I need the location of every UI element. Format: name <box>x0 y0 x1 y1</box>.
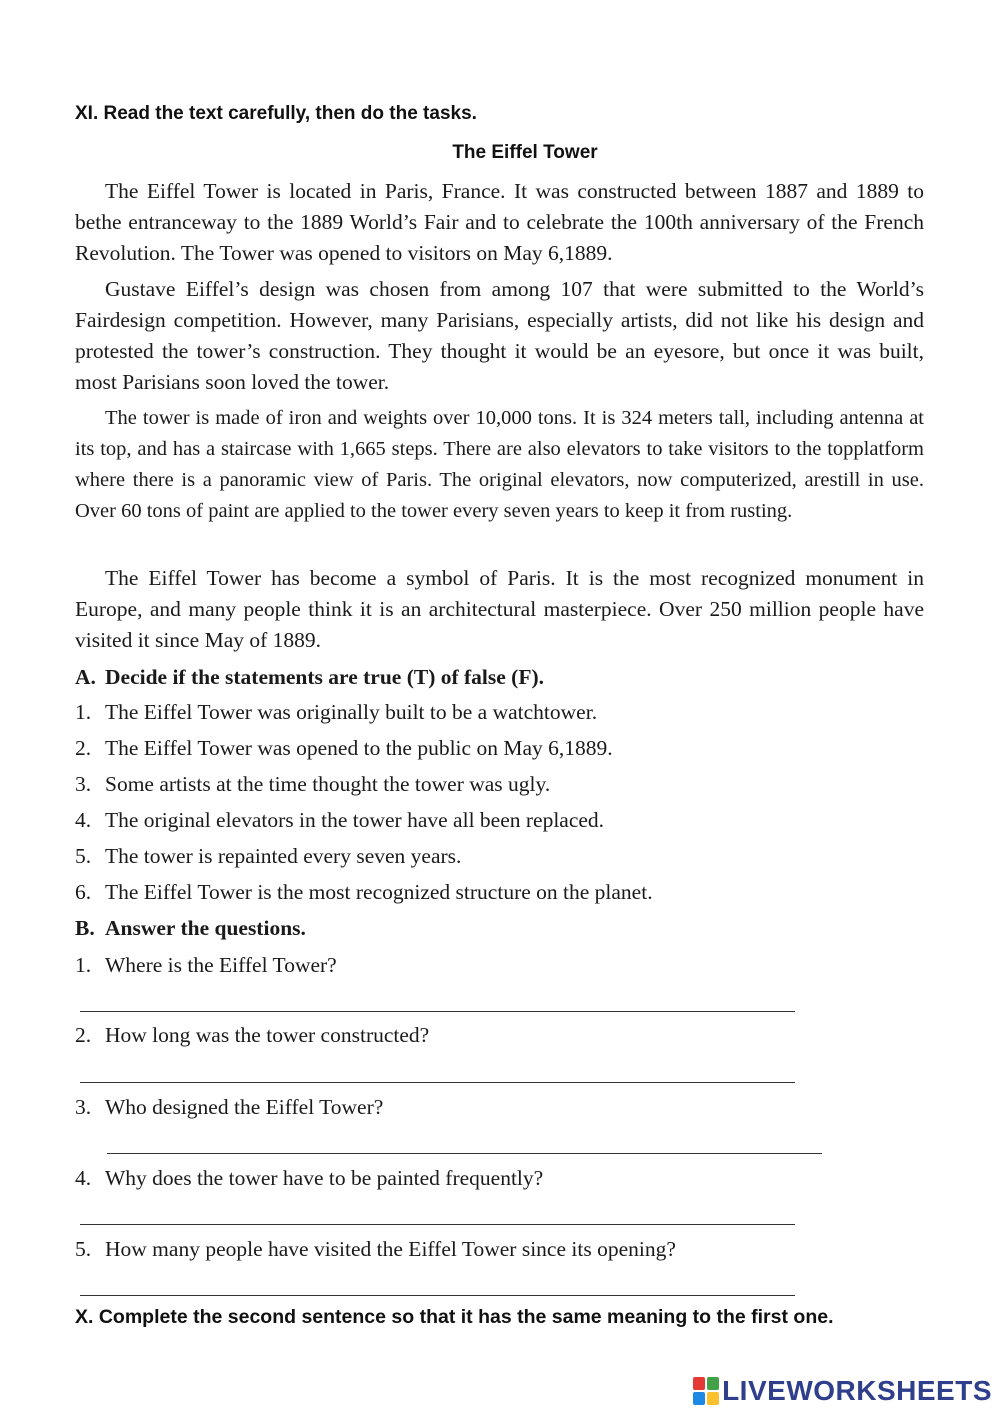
statement-text: The original elevators in the tower have all been replaced. <box>105 808 605 832</box>
reading-title: The Eiffel Tower <box>452 142 598 163</box>
logo-square-green <box>707 1377 719 1390</box>
answer-line-4[interactable] <box>80 1224 795 1225</box>
part-a-heading <box>75 665 544 690</box>
paragraph-2: Gustave Eiffel’s design was chosen from among 107 that were submitted to the World’s Fairdesign competition. However, many Parisians, especially artists, did not like his design and protested the tower’s construction. They thought it would be an eyesore, but once it was built, most Parisians soon loved the tower. <box>75 277 924 394</box>
statement-number: 3. <box>75 772 92 796</box>
answer-line-2[interactable] <box>80 1082 795 1083</box>
part-a-label: A. <box>75 665 96 689</box>
question-number: 2. <box>75 1023 92 1047</box>
statement-6 <box>75 879 653 905</box>
statement-number: 2. <box>75 736 92 760</box>
paragraph-1: The Eiffel Tower is located in Paris, France. It was constructed between 1887 and 1889 to bethe entranceway to the 1889 World’s Fair and to celebrate the 100th anniversary of the French Revolution. The Tower was opened to visitors on May 6,1889. <box>75 179 924 265</box>
part-b-instruction: Answer the questions. <box>105 916 306 940</box>
liveworksheets-watermark <box>693 1374 992 1408</box>
logo-square-yellow <box>707 1392 719 1405</box>
logo-square-blue <box>693 1392 705 1405</box>
question-2 <box>75 1022 429 1048</box>
question-5 <box>75 1236 676 1262</box>
logo-square-red <box>693 1377 705 1390</box>
question-number: 1. <box>75 953 92 977</box>
question-number: 5. <box>75 1237 92 1261</box>
question-number: 3. <box>75 1095 92 1119</box>
statement-text: The tower is repainted every seven years. <box>105 844 462 868</box>
question-text: How long was the tower constructed? <box>105 1023 430 1047</box>
statement-text: The Eiffel Tower is the most recognized structure on the planet. <box>105 880 653 904</box>
statement-number: 5. <box>75 844 92 868</box>
question-text: Why does the tower have to be painted frequently? <box>105 1166 544 1190</box>
paragraph-3: The tower is made of iron and weights over 10,000 tons. It is 324 meters tall, including antenna at its top, and has a staircase with 1,665 steps. There are also elevators to take visitors to the topplatform where there is a panoramic view of Paris. The original elevators, now computerized, arestill in use. Over 60 tons of paint are applied to the tower every seven years to keep it from rusting. <box>75 407 924 522</box>
question-3 <box>75 1094 383 1120</box>
part-a-instruction: Decide if the statements are true (T) of false (F). <box>105 665 545 689</box>
liveworksheets-logo-icon <box>693 1377 719 1405</box>
answer-line-3[interactable] <box>107 1153 822 1154</box>
next-section-heading: X. Complete the second sentence so that it has the same meaning to the first one. <box>75 1306 834 1328</box>
statement-number: 4. <box>75 808 92 832</box>
paragraph-4: The Eiffel Tower has become a symbol of Paris. It is the most recognized monument in Europe, and many people think it is an architectural masterpiece. Over 250 million people have visited it since May of 1889. <box>75 566 924 652</box>
statement-number: 6. <box>75 880 92 904</box>
section-heading: XI. Read the text carefully, then do the tasks. <box>75 103 477 124</box>
answer-line-5[interactable] <box>80 1295 795 1296</box>
statement-5 <box>75 843 461 869</box>
statement-text: Some artists at the time thought the tower was ugly. <box>105 772 551 796</box>
answer-line-1[interactable] <box>80 1011 795 1012</box>
watermark-text: LIVEWORKSHEETS <box>722 1375 992 1406</box>
statement-text: The Eiffel Tower was opened to the public on May 6,1889. <box>105 736 613 760</box>
question-text: How many people have visited the Eiffel Tower since its opening? <box>105 1237 676 1261</box>
statement-4 <box>75 807 604 833</box>
statement-number: 1. <box>75 700 92 724</box>
question-text: Who designed the Eiffel Tower? <box>105 1095 384 1119</box>
statement-3 <box>75 771 550 797</box>
question-number: 4. <box>75 1166 92 1190</box>
statement-1 <box>75 699 597 725</box>
statement-text: The Eiffel Tower was originally built to be a watchtower. <box>105 700 598 724</box>
statement-2 <box>75 735 613 761</box>
question-1 <box>75 952 337 978</box>
part-b-heading <box>75 916 306 941</box>
question-4 <box>75 1165 543 1191</box>
part-b-label: B. <box>75 916 95 940</box>
question-text: Where is the Eiffel Tower? <box>105 953 337 977</box>
